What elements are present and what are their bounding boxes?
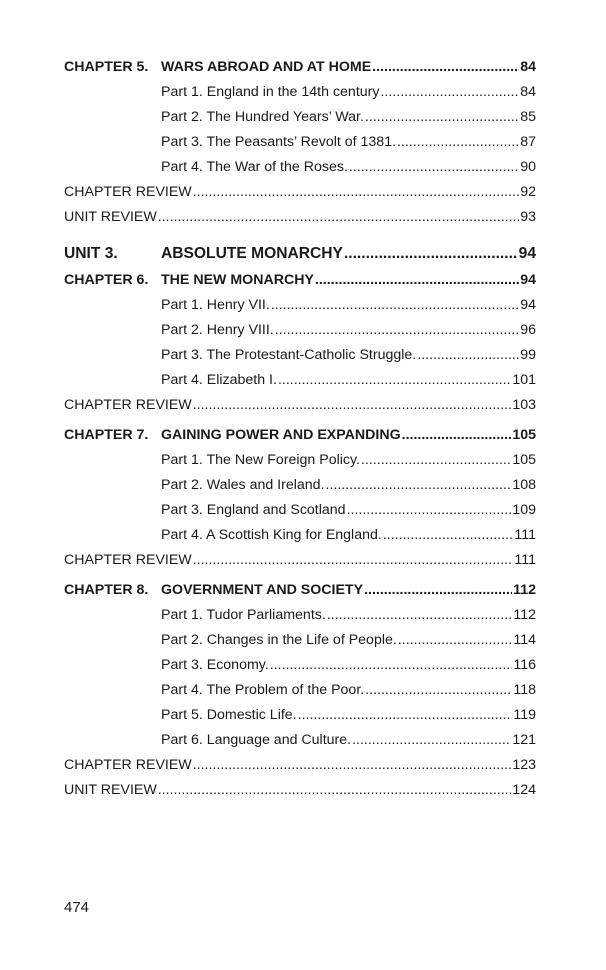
toc-entry-page: 114 <box>513 632 536 648</box>
toc-entry-review <box>64 782 536 807</box>
dot-leader <box>365 682 512 698</box>
dot-leader <box>271 297 519 313</box>
toc-entry-part <box>64 109 536 134</box>
toc-entry-page: 85 <box>520 109 536 125</box>
toc-entry-part <box>64 159 536 184</box>
toc-entry-title: Part 5. Domestic Life. <box>161 707 297 723</box>
toc-entry-title: Part 2. The Hundred Years’ War. <box>161 109 364 125</box>
toc-entry-title: Part 1. England in the 14th century <box>161 84 380 100</box>
dot-leader <box>383 527 514 543</box>
dot-leader <box>417 347 519 363</box>
toc-entry-title: Part 3. The Peasants’ Revolt of 1381. <box>161 134 397 150</box>
dot-leader <box>158 209 519 225</box>
toc-entry-page: 112 <box>513 582 536 598</box>
toc-entry-review <box>64 209 536 234</box>
toc-entry-title: THE NEW MONARCHY <box>161 272 314 288</box>
toc-entry-title: UNIT REVIEW <box>64 782 157 798</box>
toc-entry-title: Part 1. The New Foreign Policy. <box>161 452 360 468</box>
toc-entry-part <box>64 682 536 707</box>
dot-leader <box>380 84 519 100</box>
toc-entry-chapter <box>64 427 536 452</box>
dot-leader <box>193 757 512 773</box>
toc-entry-title: UNIT REVIEW <box>64 209 157 225</box>
toc-entry-label: CHAPTER 6. <box>64 272 149 288</box>
toc-entry-title: CHAPTER REVIEW <box>64 397 192 413</box>
toc-entry-review <box>64 397 536 422</box>
toc-entry-title: Part 4. The Problem of the Poor. <box>161 682 365 698</box>
toc-entry-page: 90 <box>520 159 536 175</box>
dot-leader <box>278 372 511 388</box>
dot-leader <box>365 109 519 125</box>
toc-entry-review <box>64 184 536 209</box>
toc-entry-page: 94 <box>520 272 536 288</box>
dot-leader <box>193 397 512 413</box>
dot-leader <box>372 59 519 75</box>
toc-entry-part <box>64 84 536 109</box>
toc-entry-page: 94 <box>518 245 536 262</box>
toc-entry-review <box>64 552 536 577</box>
page-number: 474 <box>64 899 90 916</box>
toc-entry-page: 103 <box>512 397 536 413</box>
toc-entry-page: 87 <box>520 134 536 150</box>
toc-entry-page: 105 <box>512 427 536 443</box>
toc-entry-part <box>64 732 536 757</box>
dot-leader <box>270 657 513 673</box>
toc-entry-page: 124 <box>512 782 536 798</box>
toc-entry-label: CHAPTER 8. <box>64 582 149 598</box>
dot-leader <box>158 782 512 798</box>
toc-entry-part <box>64 134 536 159</box>
toc-entry-title: Part 3. Economy. <box>161 657 269 673</box>
toc-entry-part <box>64 657 536 682</box>
table-of-contents <box>64 59 536 807</box>
toc-entry-part <box>64 607 536 632</box>
toc-entry-title: CHAPTER REVIEW <box>64 184 192 200</box>
dot-leader <box>347 502 512 518</box>
toc-entry-page: 112 <box>513 607 536 623</box>
toc-entry-chapter <box>64 272 536 297</box>
toc-entry-chapter <box>64 59 536 84</box>
toc-entry-page: 108 <box>512 477 536 493</box>
toc-entry-label: CHAPTER 7. <box>64 427 149 443</box>
dot-leader <box>193 184 520 200</box>
toc-entry-page: 111 <box>514 527 536 543</box>
toc-entry-page: 101 <box>512 372 536 388</box>
toc-entry-page: 109 <box>512 502 536 518</box>
toc-entry-part <box>64 502 536 527</box>
toc-entry-title: Part 4. A Scottish King for England. <box>161 527 382 543</box>
dot-leader <box>397 134 519 150</box>
dot-leader <box>275 322 519 338</box>
toc-entry-page: 118 <box>513 682 536 698</box>
toc-entry-page: 84 <box>520 84 536 100</box>
toc-entry-label: CHAPTER 5. <box>64 59 149 75</box>
toc-entry-page: 93 <box>520 209 536 225</box>
toc-entry-page: 92 <box>520 184 536 200</box>
dot-leader <box>364 582 512 598</box>
dot-leader <box>344 245 518 263</box>
toc-entry-title: Part 2. Changes in the Life of People. <box>161 632 397 648</box>
toc-entry-title: CHAPTER REVIEW <box>64 757 192 773</box>
dot-leader <box>315 272 519 288</box>
toc-entry-part <box>64 452 536 477</box>
toc-entry-page: 116 <box>513 657 536 673</box>
dot-leader <box>349 159 519 175</box>
toc-entry-page: 123 <box>512 757 536 773</box>
dot-leader <box>361 452 511 468</box>
toc-entry-title: CHAPTER REVIEW <box>64 552 192 568</box>
toc-entry-title: Part 4. Elizabeth I. <box>161 372 277 388</box>
toc-entry-page: 99 <box>520 347 536 363</box>
toc-entry-title: Part 2. Wales and Ireland. <box>161 477 325 493</box>
toc-entry-title: GAINING POWER AND EXPANDING <box>161 427 401 443</box>
toc-entry-unit <box>64 245 536 272</box>
toc-entry-page: 84 <box>520 59 536 75</box>
toc-entry-title: Part 3. The Protestant-Catholic Struggle. <box>161 347 417 363</box>
toc-entry-part <box>64 322 536 347</box>
toc-entry-page: 111 <box>514 552 536 568</box>
toc-entry-title: Part 4. The War of the Roses. <box>161 159 348 175</box>
dot-leader <box>326 477 512 493</box>
toc-entry-part <box>64 527 536 552</box>
toc-entry-title: Part 1. Henry VII. <box>161 297 270 313</box>
toc-entry-title: Part 3. England and Scotland <box>161 502 346 518</box>
toc-entry-review <box>64 757 536 782</box>
toc-entry-part <box>64 297 536 322</box>
dot-leader <box>327 607 513 623</box>
toc-entry-page: 94 <box>520 297 536 313</box>
dot-leader <box>298 707 513 723</box>
toc-entry-page: 96 <box>520 322 536 338</box>
toc-entry-chapter <box>64 582 536 607</box>
toc-entry-title: WARS ABROAD AND AT HOME <box>161 59 372 75</box>
toc-entry-page: 119 <box>513 707 536 723</box>
toc-entry-part <box>64 347 536 372</box>
toc-entry-title: Part 1. Tudor Parliaments. <box>161 607 326 623</box>
toc-entry-part <box>64 372 536 397</box>
toc-entry-title: Part 2. Henry VIII. <box>161 322 274 338</box>
toc-entry-page: 105 <box>512 452 536 468</box>
toc-entry-part <box>64 477 536 502</box>
toc-entry-page: 121 <box>512 732 536 748</box>
toc-entry-part <box>64 632 536 657</box>
dot-leader <box>193 552 514 568</box>
toc-entry-title: ABSOLUTE MONARCHY <box>161 245 343 262</box>
dot-leader <box>402 427 512 443</box>
dot-leader <box>398 632 513 648</box>
toc-entry-title: GOVERNMENT AND SOCIETY <box>161 582 364 598</box>
dot-leader <box>352 732 511 748</box>
toc-entry-label: UNIT 3. <box>64 245 118 262</box>
toc-entry-title: Part 6. Language and Culture. <box>161 732 352 748</box>
toc-entry-part <box>64 707 536 732</box>
